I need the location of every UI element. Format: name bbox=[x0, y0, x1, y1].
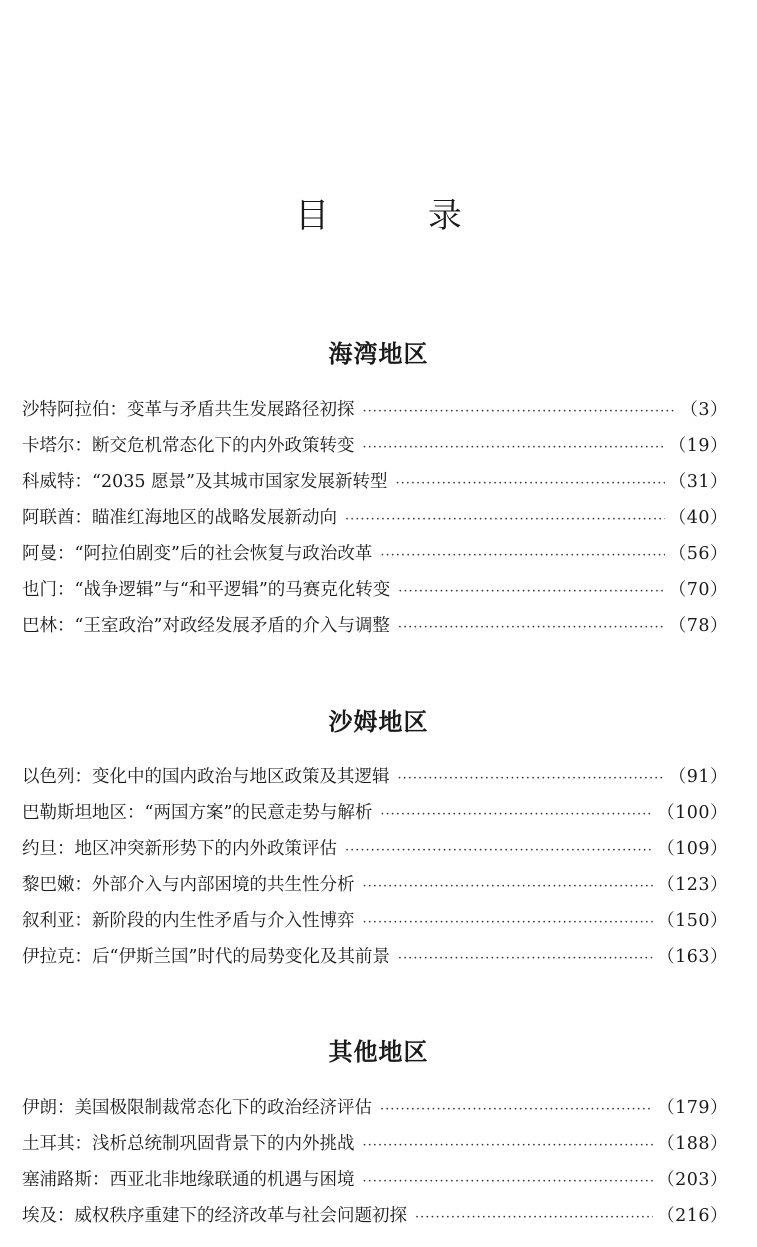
dot-leader bbox=[398, 610, 665, 646]
dot-leader bbox=[363, 869, 654, 905]
dot-leader bbox=[396, 466, 665, 502]
toc-entry-title: 塞浦路斯：西亚北非地缘联通的机遇与困境 bbox=[22, 1170, 355, 1190]
toc-entry-page: （150） bbox=[657, 911, 728, 931]
toc-entry-page: （19） bbox=[668, 436, 728, 456]
toc-entry-page: （91） bbox=[668, 767, 728, 787]
toc-entry-page: （123） bbox=[657, 875, 728, 895]
toc-entry[interactable] bbox=[22, 536, 728, 572]
dot-leader bbox=[398, 574, 664, 610]
toc-entry-title: 卡塔尔：断交危机常态化下的内外政策转变 bbox=[22, 436, 355, 456]
toc-entry[interactable] bbox=[22, 1126, 728, 1162]
toc-entry[interactable] bbox=[22, 831, 728, 867]
section-heading-gulf: 海湾地区 bbox=[328, 339, 429, 368]
dot-leader bbox=[398, 941, 653, 977]
dot-leader bbox=[380, 1092, 653, 1128]
section-heading-levant: 沙姆地区 bbox=[328, 707, 429, 736]
dot-leader bbox=[363, 1164, 654, 1200]
dot-leader bbox=[415, 1200, 653, 1236]
toc-entry-title: 阿曼：“阿拉伯剧变”后的社会恢复与政治改革 bbox=[22, 544, 373, 564]
dot-leader bbox=[363, 1128, 654, 1164]
toc-list-levant bbox=[22, 759, 728, 975]
toc-entry[interactable] bbox=[22, 392, 728, 428]
toc-entry[interactable] bbox=[22, 1198, 728, 1234]
toc-entry-title: 巴林：“王室政治”对政经发展矛盾的介入与调整 bbox=[22, 616, 390, 636]
dot-leader bbox=[363, 905, 654, 941]
toc-entry[interactable] bbox=[22, 795, 728, 831]
toc-entry[interactable] bbox=[22, 572, 728, 608]
toc-entry-page: （56） bbox=[668, 544, 728, 564]
dot-leader bbox=[380, 538, 664, 574]
toc-entry-title: 埃及：威权秩序重建下的经济改革与社会问题初探 bbox=[22, 1206, 407, 1226]
toc-entry[interactable] bbox=[22, 1162, 728, 1198]
toc-entry[interactable] bbox=[22, 939, 728, 975]
toc-entry-title: 叙利亚：新阶段的内生性矛盾与介入性博弈 bbox=[22, 911, 355, 931]
toc-list-others bbox=[22, 1090, 728, 1234]
toc-entry-title: 沙特阿拉伯：变革与矛盾共生发展路径初探 bbox=[22, 400, 355, 420]
toc-entry-title: 科威特：“2035 愿景”及其城市国家发展新转型 bbox=[22, 472, 388, 492]
toc-entry-page: （163） bbox=[657, 947, 728, 967]
toc-entry-title: 黎巴嫩：外部介入与内部困境的共生性分析 bbox=[22, 875, 355, 895]
toc-entry-title: 约旦：地区冲突新形势下的内外政策评估 bbox=[22, 839, 337, 859]
toc-entry-page: （31） bbox=[668, 472, 728, 492]
toc-entry-page: （188） bbox=[657, 1134, 728, 1154]
dot-leader bbox=[363, 430, 665, 466]
toc-entry-title: 巴勒斯坦地区：“两国方案”的民意走势与解析 bbox=[22, 803, 373, 823]
toc-entry[interactable] bbox=[22, 867, 728, 903]
dot-leader bbox=[363, 394, 677, 430]
toc-entry-page: （70） bbox=[668, 580, 728, 600]
toc-entry-page: （179） bbox=[657, 1098, 728, 1118]
toc-entry-page: （78） bbox=[668, 616, 728, 636]
toc-entry[interactable] bbox=[22, 608, 728, 644]
dot-leader bbox=[380, 797, 653, 833]
toc-entry-title: 土耳其：浅析总统制巩固背景下的内外挑战 bbox=[22, 1134, 355, 1154]
toc-entry-title: 伊拉克：后“伊斯兰国”时代的局势变化及其前景 bbox=[22, 947, 390, 967]
page-title: 目 录 bbox=[295, 195, 506, 236]
toc-entry-title: 也门：“战争逻辑”与“和平逻辑”的马赛克化转变 bbox=[22, 580, 391, 600]
toc-entry[interactable] bbox=[22, 464, 728, 500]
dot-leader bbox=[345, 502, 665, 538]
section-heading-others: 其他地区 bbox=[328, 1037, 429, 1066]
toc-entry[interactable] bbox=[22, 500, 728, 536]
dot-leader bbox=[345, 833, 653, 869]
toc-entry[interactable] bbox=[22, 1090, 728, 1126]
toc-entry-page: （216） bbox=[657, 1206, 728, 1226]
toc-entry-page: （203） bbox=[657, 1170, 728, 1190]
toc-list-gulf bbox=[22, 392, 728, 644]
dot-leader bbox=[398, 761, 665, 797]
toc-entry-page: （40） bbox=[668, 508, 728, 528]
toc-entry-page: （3） bbox=[680, 400, 728, 420]
toc-entry-title: 以色列：变化中的国内政治与地区政策及其逻辑 bbox=[22, 767, 390, 787]
toc-entry-page: （100） bbox=[657, 803, 728, 823]
toc-entry-title: 阿联酋：瞄准红海地区的战略发展新动向 bbox=[22, 508, 337, 528]
toc-entry[interactable] bbox=[22, 428, 728, 464]
toc-entry-page: （109） bbox=[657, 839, 728, 859]
toc-entry[interactable] bbox=[22, 759, 728, 795]
toc-entry[interactable] bbox=[22, 903, 728, 939]
toc-entry-title: 伊朗：美国极限制裁常态化下的政治经济评估 bbox=[22, 1098, 372, 1118]
